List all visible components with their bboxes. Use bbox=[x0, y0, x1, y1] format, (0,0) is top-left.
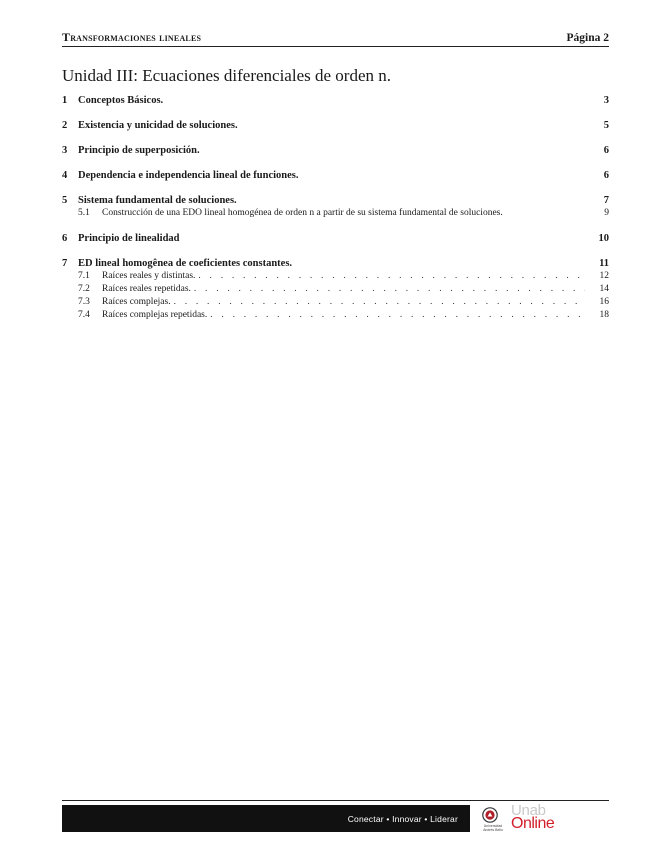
section-page: 6 bbox=[603, 145, 609, 156]
subsection-title: Construcción de una EDO lineal homogénea de orden n a partir de su sistema fundamental de soluciones. bbox=[102, 208, 503, 218]
section-number: 6 bbox=[62, 233, 68, 244]
footer-slogan: Conectar • Innovar • Liderar bbox=[347, 813, 458, 824]
footer-rule bbox=[62, 800, 609, 801]
section-page: 11 bbox=[599, 258, 609, 269]
subsection-title: Raíces reales y distintas. bbox=[102, 271, 196, 281]
logo-unab-text: Unab bbox=[511, 802, 546, 819]
subsection-number: 7.1 bbox=[78, 271, 90, 281]
section-title: Existencia y unicidad de soluciones. bbox=[78, 120, 238, 131]
section-number: 3 bbox=[62, 145, 68, 156]
subsection-page: 16 bbox=[599, 297, 609, 307]
toc-section-1[interactable] bbox=[62, 95, 609, 107]
subsection-page: 18 bbox=[599, 310, 609, 320]
dot-leader bbox=[194, 284, 585, 294]
section-number: 7 bbox=[62, 258, 68, 269]
subsection-number: 7.2 bbox=[78, 284, 90, 294]
toc-section-3[interactable] bbox=[62, 145, 609, 157]
section-page: 5 bbox=[603, 120, 609, 131]
logo-online-text: Online bbox=[511, 815, 555, 832]
unab-online-logo bbox=[476, 803, 609, 835]
section-number: 1 bbox=[62, 95, 68, 106]
subsection-number: 7.3 bbox=[78, 297, 90, 307]
section-page: 7 bbox=[603, 195, 609, 206]
table-of-contents bbox=[62, 95, 609, 322]
dot-leader bbox=[198, 271, 585, 281]
section-title: Conceptos Básicos. bbox=[78, 95, 164, 106]
section-title: ED lineal homogênea de coeficientes constantes. bbox=[78, 258, 293, 269]
subsection-title: Raíces reales repetidas. bbox=[102, 284, 191, 294]
section-number: 5 bbox=[62, 195, 68, 206]
subsection-page: 9 bbox=[604, 208, 609, 218]
section-title: Principio de linealidad bbox=[78, 233, 180, 244]
page-header bbox=[62, 30, 609, 47]
subsection-page: 12 bbox=[599, 271, 609, 281]
logo-university-text: Universidad Andrés Bello bbox=[483, 824, 503, 832]
section-page: 6 bbox=[603, 170, 609, 181]
toc-subsection-7-3[interactable] bbox=[62, 297, 609, 309]
section-number: 2 bbox=[62, 120, 68, 131]
university-seal-icon bbox=[482, 807, 498, 823]
section-number: 4 bbox=[62, 170, 68, 181]
toc-subsection-7-1[interactable] bbox=[62, 271, 609, 283]
subsection-title: Raíces complejas repetidas. bbox=[102, 310, 208, 320]
toc-section-2[interactable] bbox=[62, 120, 609, 132]
dot-leader bbox=[174, 297, 585, 307]
dot-leader bbox=[210, 310, 585, 320]
toc-section-7[interactable] bbox=[62, 258, 609, 270]
footer-bar bbox=[62, 805, 470, 832]
subsection-number: 5.1 bbox=[78, 208, 90, 218]
section-title: Sistema fundamental de soluciones. bbox=[78, 195, 237, 206]
section-page: 3 bbox=[603, 95, 609, 106]
section-title: Dependencia e independencia lineal de funciones. bbox=[78, 170, 299, 181]
toc-subsection-5-1[interactable] bbox=[62, 208, 609, 220]
unit-title: Unidad III: Ecuaciones diferenciales de orden n. bbox=[62, 66, 391, 85]
section-title: Principio de superposición. bbox=[78, 145, 200, 156]
header-page-number: Página 2 bbox=[566, 32, 609, 44]
toc-section-6[interactable] bbox=[62, 233, 609, 245]
section-page: 10 bbox=[598, 233, 609, 244]
toc-section-4[interactable] bbox=[62, 170, 609, 182]
toc-section-5[interactable] bbox=[62, 195, 609, 207]
subsection-page: 14 bbox=[599, 284, 609, 294]
header-title: Transformaciones lineales bbox=[62, 30, 202, 44]
toc-subsection-7-2[interactable] bbox=[62, 284, 609, 296]
toc-subsection-7-4[interactable] bbox=[62, 310, 609, 322]
subsection-number: 7.4 bbox=[78, 310, 90, 320]
subsection-title: Raíces complejas. bbox=[102, 297, 171, 307]
